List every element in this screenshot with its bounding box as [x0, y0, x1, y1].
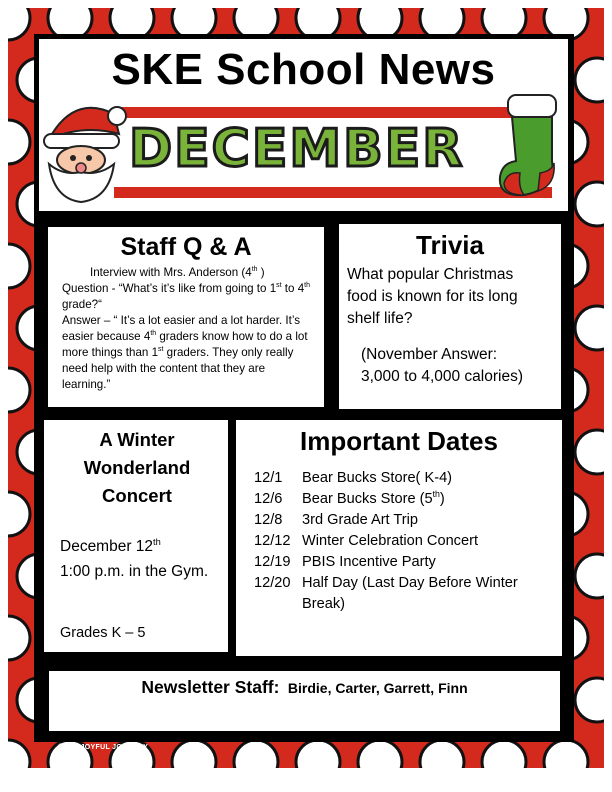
polka-dot: [8, 8, 30, 40]
trivia-question: What popular Christmas food is known for its long shelf life?: [347, 266, 518, 327]
polka-dot: [575, 182, 604, 226]
polka-dot: [544, 740, 588, 768]
polka-dot: [575, 58, 604, 102]
newsletter-staff-names: Birdie, Carter, Garrett, Finn: [287, 680, 468, 696]
date-item: [254, 468, 554, 489]
month-banner: DECEMBER: [129, 119, 465, 179]
answer-text: Answer – “ It’s a lot easier and a lot harder. It’s easier because 4th graders know how to do a lot more things than 1st graders. They only really need help with the content that they are learning.”: [62, 314, 308, 391]
dates-list: [254, 468, 554, 615]
date-item-date: 12/19: [254, 554, 291, 570]
staff-qa-heading: Staff Q & A: [120, 233, 252, 261]
date-item-date: 12/12: [254, 533, 291, 549]
date-item-event: Half Day (Last Day Before Winter Break): [302, 575, 518, 612]
staff-qa-panel: [48, 227, 324, 407]
date-item-event: Winter Celebration Concert: [302, 533, 479, 549]
polka-dot: [575, 430, 604, 474]
stocking-icon: [494, 91, 574, 201]
date-item-date: 12/20: [254, 575, 291, 591]
polka-dot: [8, 120, 30, 164]
polka-dot: [358, 740, 402, 768]
newsletter-staff-line: [49, 677, 560, 698]
important-dates-panel: [236, 420, 562, 656]
date-item-date: 12/6: [254, 491, 283, 507]
trivia-heading: Trivia: [416, 230, 484, 260]
trivia-panel: [339, 224, 561, 409]
copyright-credit: ©THE JOYFUL JOURNEY: [58, 744, 149, 751]
date-item-date: 12/1: [254, 470, 283, 486]
date-item: [254, 489, 554, 510]
question-text: Question - “What’s it’s like from going to 1st to 4th grade?“: [62, 282, 310, 311]
santa-icon: [29, 94, 129, 204]
polka-dot: [234, 740, 278, 768]
date-item-date: 12/8: [254, 512, 283, 528]
date-item-event: PBIS Incentive Party: [302, 554, 436, 570]
polka-dot: [420, 740, 464, 768]
banner-stripe-bottom: [114, 187, 552, 198]
polka-dot: [575, 678, 604, 722]
newsletter-staff-label: Newsletter Staff:: [141, 677, 280, 697]
polka-dot: [575, 554, 604, 598]
date-item-event: Bear Bucks Store( K-4): [302, 470, 453, 486]
banner-stripe-top: [114, 107, 552, 118]
polka-dot: [8, 616, 30, 660]
date-item: [254, 573, 554, 615]
concert-date: December 12th: [60, 536, 161, 555]
staff-qa-text: [62, 265, 316, 393]
concert-grades: Grades K – 5: [60, 625, 146, 641]
date-item: [254, 531, 554, 552]
polka-dot: [8, 740, 30, 768]
important-dates-heading: Important Dates: [300, 426, 498, 456]
polka-dot: [8, 244, 30, 288]
concert-heading: A Winter Wonderland Concert: [83, 429, 191, 506]
date-item: [254, 552, 554, 573]
header-panel: [39, 39, 568, 211]
concert-panel: [44, 420, 228, 652]
trivia-answer-value: 3,000 to 4,000 calories): [361, 368, 523, 385]
polka-dot: [8, 492, 30, 536]
concert-time-place: 1:00 p.m. in the Gym.: [60, 563, 209, 580]
polka-dot: [8, 368, 30, 412]
polka-dot: [482, 740, 526, 768]
date-item-event: Bear Bucks Store (5th): [302, 489, 445, 507]
polka-dot: [296, 740, 340, 768]
date-item-event: 3rd Grade Art Trip: [302, 512, 418, 528]
polka-dot: [575, 306, 604, 350]
polka-dot: [172, 740, 216, 768]
date-item: [254, 510, 554, 531]
trivia-answer-label: (November Answer:: [361, 346, 498, 363]
newsletter-staff-panel: [49, 671, 560, 731]
interview-line: Interview with Mrs. Anderson (4th ): [90, 266, 265, 279]
newsletter-title: SKE School News: [111, 45, 496, 94]
